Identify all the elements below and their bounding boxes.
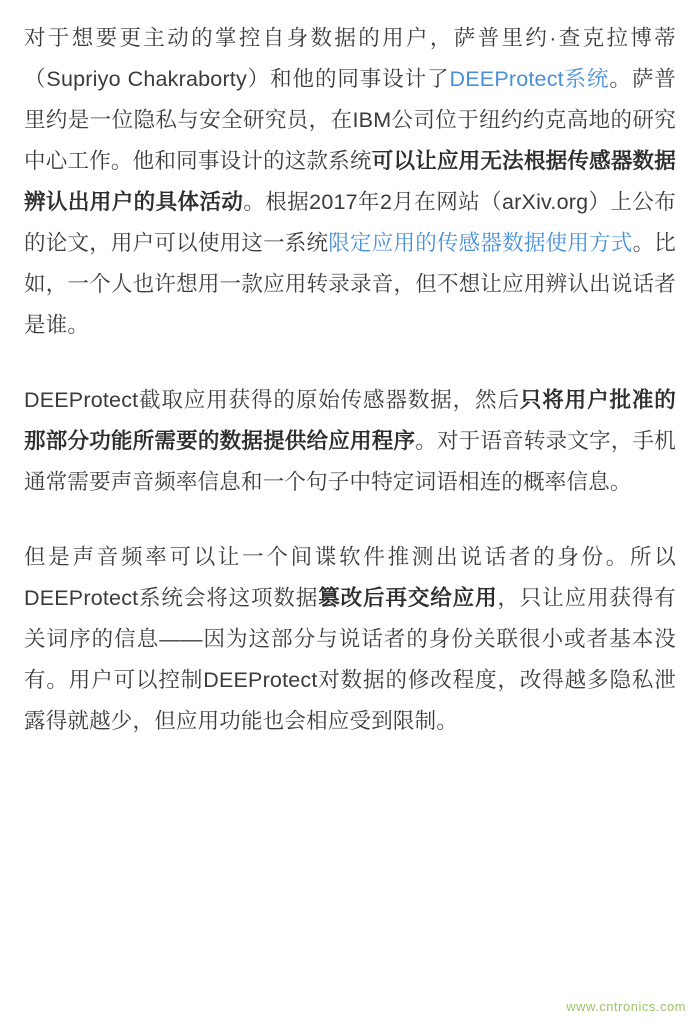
body-text: 。根据2017年2月在网站（arXiv.org）上公布的论文，用户可以使用这一系统: [24, 190, 676, 255]
body-text: 对于想要更主动的掌控自身数据的用户，萨普里约·查克拉博蒂（Supriyo Chakraborty）和他的同事设计了: [24, 26, 676, 91]
emphasis-text: 可以让应用无法根据传感器数据辨认出用户的具体活动: [24, 149, 676, 214]
paragraph-3: [24, 537, 676, 742]
paragraph-1: [24, 18, 676, 346]
body-text: 。比如，一个人也许想用一款应用转录录音，但不想让应用辨认出说话者是谁。: [24, 231, 676, 337]
body-text: 。萨普里约是一位隐私与安全研究员，在IBM公司位于纽约约克高地的研究中心工作。他和同事设计的这款系统: [24, 67, 676, 173]
paragraph-2: [24, 380, 676, 503]
body-text: 但是声音频率可以让一个间谍软件推测出说话者的身份。所以DEEProtect系统会将这项数据: [24, 545, 676, 610]
body-text: DEEProtect截取应用获得的原始传感器数据，然后: [24, 388, 520, 412]
emphasis-text: 只将用户批准的那部分功能所需要的数据提供给应用程序: [24, 388, 676, 453]
inline-link[interactable]: DEEProtect系统: [449, 67, 610, 91]
inline-link[interactable]: 限定应用的传感器数据使用方式: [328, 231, 633, 255]
emphasis-text: 篡改后再交给应用: [318, 586, 498, 610]
body-text: 。对于语音转录文字，手机通常需要声音频率信息和一个句子中特定词语相连的概率信息。: [24, 429, 676, 494]
body-text: ，只让应用获得有关词序的信息——因为这部分与说话者的身份关联很小或者基本没有。用户可以控制DEEProtect对数据的修改程度，改得越多隐私泄露得就越少，但应用功能也会相应受到限制。: [24, 586, 677, 733]
site-watermark: www.cntronics.com: [566, 999, 686, 1014]
